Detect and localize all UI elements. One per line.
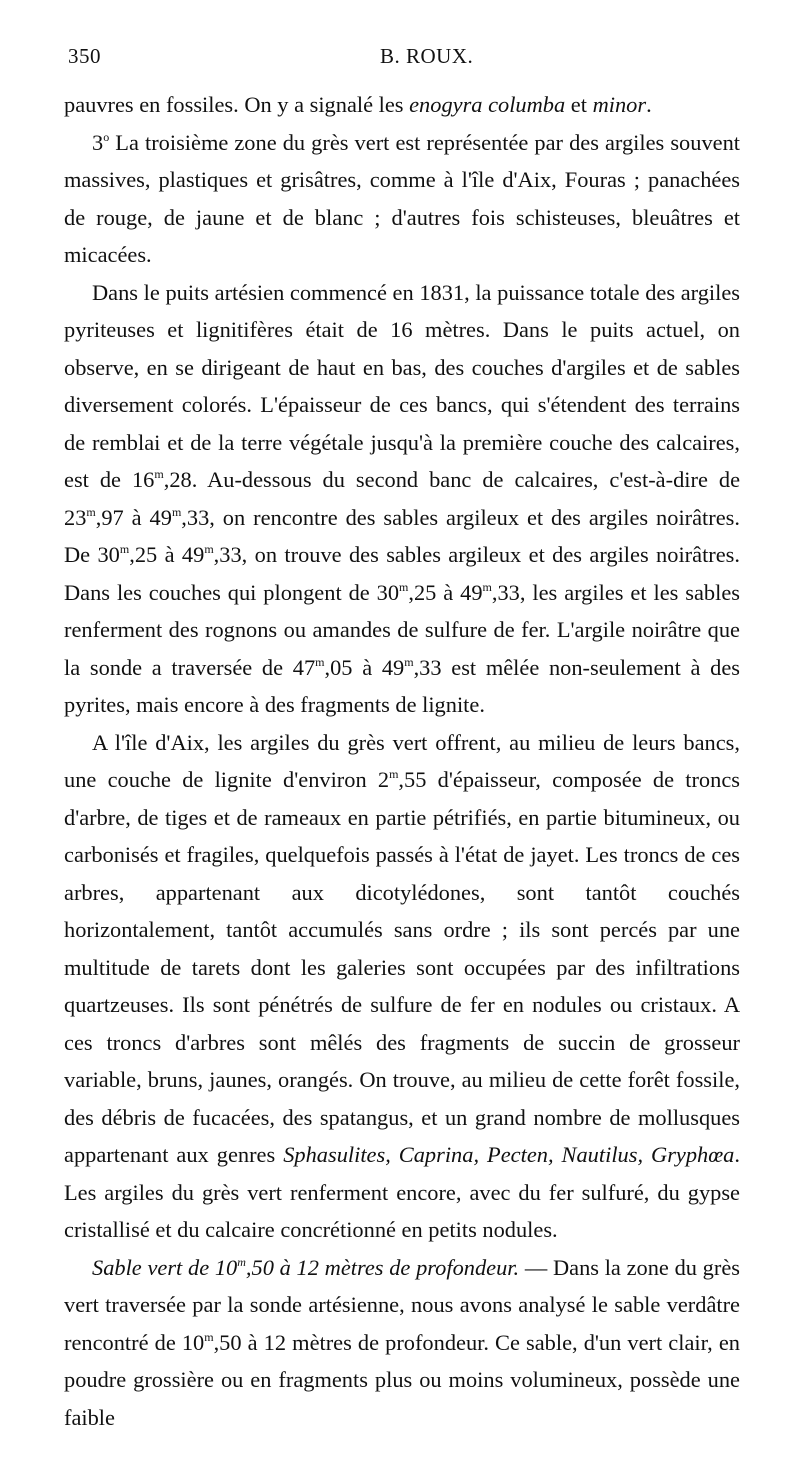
paragraph	[64, 724, 740, 1249]
text-run: La troisième zone du grès vert est représentée par des argiles souvent massives, plastiques et grisâtres, comme à l'île d'Aix, Fouras ; panachées de rouge, de jaune et de blanc ; d'autres fois schisteuses, bleuâtres et micacées.	[64, 129, 740, 267]
text-run: ,33, on trouve des sables argileux et des argiles noirâtres. Dans les couches qui plongent de 30	[64, 542, 740, 605]
text-run: ,55 d'épaisseur, composée de troncs d'arbre, de tiges et de rameaux en partie pétrifiés, en partie bitumineux, ou carbonisés et fragiles, quelquefois passés à l'état de jayet. Les troncs de ces arbres, appartenant aux dicotylédones, sont tantôt couchés horizontalement, tantôt accumulés sans ordre ; ils sont percés par une multitude de tarets dont les galeries sont occupées par des infiltrations quartzeuses. Ils sont pénétrés de sulfure de fer en nodules ou cristaux. A ces troncs d'arbres sont mêlés des fragments de succin de grosseur variable, bruns, jaunes, orangés. On trouve, au milieu de cette forêt fossile, des débris de fucacées, des spatangus, et un grand nombre de mollusques appartenant aux genres	[64, 767, 740, 1167]
superscript-unit: m	[204, 1329, 214, 1344]
italic-text: enogyra columba	[409, 92, 566, 117]
text-run: pauvres en fossiles. On y a signalé les	[64, 92, 410, 117]
text-run: ,33, les argiles et les sables renferment des rognons ou amandes de sulfure de fer. L'argile noirâtre que la sonde a traversée de 47	[64, 579, 740, 680]
paragraph	[64, 86, 740, 124]
text-run: et	[565, 92, 593, 117]
superscript-unit: m	[171, 504, 182, 519]
paragraph	[64, 274, 740, 724]
text-run: ,50 à 12 mètres de profondeur. Ce sable, d'un vert clair, en poudre grossière ou en fragments plus ou moins volumineux, possède une faible	[64, 1329, 740, 1430]
superscript-unit: m	[119, 542, 130, 556]
paragraph	[64, 1249, 740, 1437]
text-run: — Dans la zone du grès vert traversée par la sonde artésienne, nous avons analysé le sable verdâtre rencontré de 10	[64, 1254, 740, 1355]
superscript-unit: o	[103, 129, 110, 144]
body-text	[64, 86, 740, 1436]
running-header	[64, 44, 740, 84]
italic-text: Sphasulites, Caprina, Pecten, Nautilus, Gryphœa	[283, 1142, 735, 1167]
text-run: .	[646, 92, 652, 117]
italic-text: Sable vert de 10	[92, 1254, 238, 1280]
text-run: ,33, on rencontre des sables argileux et des argiles noirâtres. De 30	[64, 504, 740, 567]
text-run: . Les argiles du grès vert renferment encore, avec du fer sulfuré, du gypse cristallisé et du calcaire concrétionné en petits nodules.	[64, 1142, 740, 1242]
text-run: ,25 à 49	[408, 579, 483, 605]
superscript-unit: m	[204, 542, 214, 556]
text-run: A l'île d'Aix, les argiles du grès vert offrent, au milieu de leurs bancs, une couche de lignite d'environ 2	[64, 729, 740, 792]
text-run: ,28. Au-dessous du second banc de calcaires, c'est-à-dire de 23	[64, 467, 741, 530]
superscript-unit: m	[154, 467, 164, 481]
superscript-unit: m	[86, 504, 96, 519]
superscript-unit: m	[237, 1254, 246, 1269]
italic-text: minor	[592, 92, 647, 117]
text-run: ,25 à 49	[129, 542, 205, 567]
superscript-unit: m	[399, 579, 409, 594]
superscript-unit: m	[389, 767, 399, 781]
italic-text: ,50 à 12 mètres de profondeur.	[245, 1254, 520, 1280]
superscript-unit: m	[482, 579, 492, 594]
text-run: 3	[92, 129, 104, 155]
text-run: Dans le puits artésien commencé en 1831, la puissance totale des argiles pyriteuses et lignitifères était de 16 mètres. Dans le puits actuel, on observe, en se dirigeant de haut en bas, des couches d'argiles et de sables diversement colorés. L'épaisseur de ces bancs, qui s'étendent des terrains de remblai et de la terre végétale jusqu'à la première couche des calcaires, est de 16	[64, 279, 740, 492]
superscript-unit: m	[404, 654, 414, 669]
running-author: B. ROUX.	[380, 44, 474, 68]
paragraph	[64, 124, 740, 274]
text-run: ,05 à 49	[324, 654, 405, 680]
page-number: 350	[68, 44, 101, 68]
text-run: ,33 est mêlée non-seulement à des pyrites, mais encore à des fragments de lignite.	[64, 654, 740, 717]
text-run: ,97 à 49	[95, 504, 172, 530]
superscript-unit: m	[315, 654, 325, 669]
